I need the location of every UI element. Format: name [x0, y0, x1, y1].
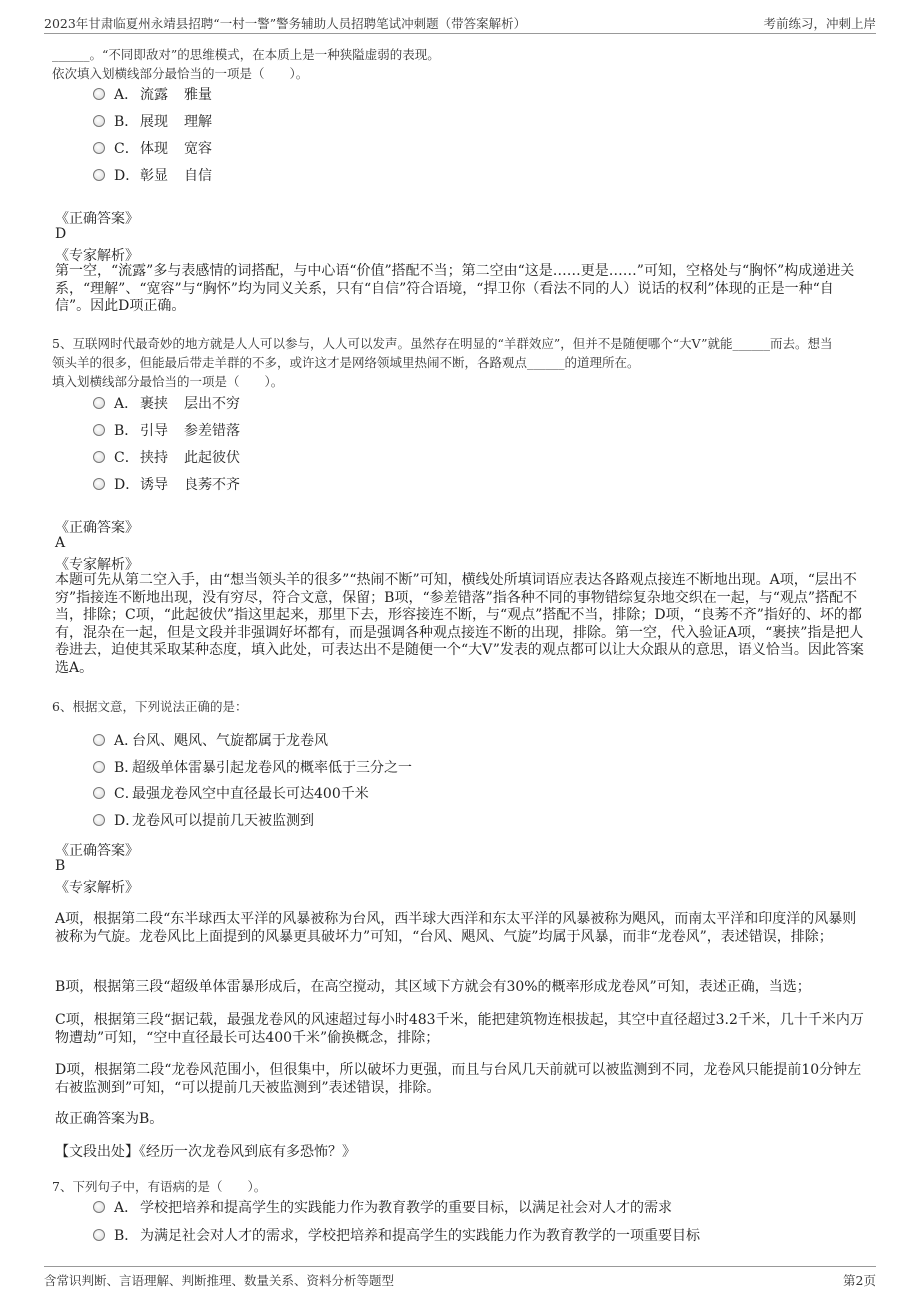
q5-stem-line-1	[52, 334, 833, 352]
page-header	[44, 12, 876, 34]
q5-option-a[interactable]	[93, 393, 240, 413]
option-word-2: 宽容	[184, 141, 212, 157]
q5-blank-1: ______	[732, 336, 771, 351]
option-letter: B．	[114, 114, 139, 130]
option-text: 最强龙卷风空中直径最长可达400千米	[132, 786, 369, 802]
option-letter: A．	[114, 396, 139, 412]
radio-icon[interactable]	[93, 88, 105, 100]
radio-icon[interactable]	[93, 787, 105, 799]
q6-conclusion: 故正确答案为B。	[55, 1111, 164, 1127]
option-letter: B．	[114, 760, 139, 776]
q5-blank-2: ______	[527, 355, 565, 370]
q5-analysis: 本题可先从第二空入手，由“想当领头羊的很多”“热闹不断”可知，横线处所填词语应表达各路观点接连不断地出现。A项，“层出不穷”指接连不断地出现，没有穷尽，符合文意，保留；B项，“参差错落”指各种不同的事物错综复杂地交织在一起，与“观点”搭配不当，排除；C项，“此起彼伏”指这里起来，那里下去，形容接连不断，与“观点”搭配不当，排除；D项，“良莠不齐”指好的、坏的都有，混杂在一起，但是文段并非强调好坏都有，而是强调各种观点接连不断的出现，排除。第一空，代入验证A项，“裹挟”指是把人卷进去，迫使其采取某种态度，填入此处，可表达出不是随便一个“大V”发表的观点都可以让大众跟从的意思，语义恰当。因此答案选A。	[55, 572, 864, 676]
q6-analysis-label: 《专家解析》	[55, 880, 139, 896]
q6-option-c[interactable]	[93, 783, 369, 803]
q4-option-d[interactable]	[93, 165, 212, 185]
option-word-2: 自信	[184, 168, 212, 184]
option-letter: A．	[114, 733, 139, 749]
option-word-1: 展现	[140, 114, 168, 130]
option-letter: B．	[114, 423, 139, 439]
option-letter: C．	[114, 786, 139, 802]
option-letter: D．	[114, 813, 140, 829]
q6-answer: B	[55, 858, 66, 874]
q6-analysis-c: C项，根据第三段“据记载，最强龙卷风的风速超过每小时483千米，能把建筑物连根拔起，其空中直径超过3.2千米，几十千米内万物遭劫”可知，“空中直径最长可达400千米”偷换概念，排除；	[55, 1012, 864, 1046]
q6-source: 【文段出处】《经历一次龙卷风到底有多恐怖？》	[55, 1144, 356, 1160]
radio-icon[interactable]	[93, 397, 105, 409]
option-text: 学校把培养和提高学生的实践能力作为教育教学的重要目标，以满足社会对人才的需求	[140, 1200, 672, 1216]
option-word-1: 引导	[140, 423, 168, 439]
q5-stem-text: 领头羊的很多，但能最后带走羊群的不多，或许这才是网络领域里热闹不断，各路观点	[52, 355, 528, 370]
option-word-2: 层出不穷	[184, 396, 240, 412]
option-word-1: 体现	[140, 141, 168, 157]
q5-option-b[interactable]	[93, 420, 240, 440]
option-letter: A．	[114, 1200, 139, 1216]
q6-option-a[interactable]	[93, 730, 328, 750]
q5-answer-label: 《正确答案》	[55, 520, 139, 536]
q4-analysis-label: 《专家解析》	[55, 248, 139, 264]
q5-stem-text: 的道理所在。	[564, 355, 640, 370]
option-text: 为满足社会对人才的需求，学校把培养和提高学生的实践能力作为教育教学的一项重要目标	[140, 1228, 700, 1244]
q5-option-c[interactable]	[93, 447, 240, 467]
radio-icon[interactable]	[93, 761, 105, 773]
q5-stem-text: 5、互联网时代最奇妙的地方就是人人可以参与，人人可以发声。虽然存在明显的“羊群效应”，但并不是随便哪个“大V”就能	[52, 336, 733, 351]
radio-icon[interactable]	[93, 1201, 105, 1213]
q4-option-c[interactable]	[93, 138, 212, 158]
option-text: 台风、飓风、气旋都属于龙卷风	[132, 733, 328, 749]
q4-prompt: 依次填入划横线部分最恰当的一项是（ ）。	[52, 66, 309, 81]
q7-option-a[interactable]	[93, 1197, 672, 1217]
q7-option-b[interactable]	[93, 1225, 700, 1245]
option-letter: D．	[114, 477, 140, 493]
option-letter: D．	[114, 168, 140, 184]
radio-icon[interactable]	[93, 734, 105, 746]
radio-icon[interactable]	[93, 142, 105, 154]
option-word-2: 理解	[184, 114, 212, 130]
option-letter: A．	[114, 87, 139, 103]
page-number: 第2页	[843, 1273, 876, 1288]
option-word-1: 彰显	[140, 168, 168, 184]
q4-analysis: 第一空，“流露”多与表感情的词搭配，与中心语“价值”搭配不当；第二空由“这是……更是……”可知，空格处与“胸怀”构成递进关系，“理解”、“宽容”与“胸怀”均为同义关系，只有“自信”符合语境，“捍卫你（看法不同的人）说话的权利”体现的正是一种“自信”。因此D项正确。	[55, 263, 855, 314]
q6-option-b[interactable]	[93, 757, 412, 777]
q5-answer: A	[55, 535, 66, 551]
option-word-2: 参差错落	[184, 423, 240, 439]
option-letter: C．	[114, 450, 139, 466]
q4-blank: ______	[52, 47, 90, 62]
option-letter: B．	[114, 1228, 139, 1244]
q4-answer-label: 《正确答案》	[55, 211, 139, 227]
q6-analysis-b: B项，根据第三段“超级单体雷暴形成后，在高空搅动，其区域下方就会有30%的概率形成龙卷风”可知，表述正确，当选；	[55, 979, 811, 995]
radio-icon[interactable]	[93, 478, 105, 490]
q4-option-a[interactable]	[93, 84, 212, 104]
option-text: 超级单体雷暴引起龙卷风的概率低于三分之一	[132, 760, 412, 776]
option-text: 龙卷风可以提前几天被监测到	[132, 813, 314, 829]
radio-icon[interactable]	[93, 169, 105, 181]
radio-icon[interactable]	[93, 1229, 105, 1241]
q5-prompt: 填入划横线部分最恰当的一项是（ ）。	[52, 374, 284, 389]
radio-icon[interactable]	[93, 814, 105, 826]
option-word-1: 裹挟	[140, 396, 168, 412]
option-word-2: 雅量	[184, 87, 212, 103]
q6-analysis-a: A项，根据第二段“东半球西太平洋的风暴被称为台风，西半球大西洋和东太平洋的风暴被称为飓风，而南太平洋和印度洋的风暴则被称为气旋。龙卷风比上面提到的风暴更具破坏力”可知，“台风、飓风、气旋”均属于风暴，而非“龙卷风”，表述错误，排除；	[55, 911, 857, 945]
q4-option-b[interactable]	[93, 111, 212, 131]
q5-analysis-label: 《专家解析》	[55, 557, 139, 573]
option-letter: C．	[114, 141, 139, 157]
q4-stem-line	[52, 45, 440, 63]
q6-stem: 6、根据文意，下列说法正确的是：	[52, 699, 248, 714]
q6-option-d[interactable]	[93, 810, 314, 830]
option-word-2: 良莠不齐	[184, 477, 240, 493]
q5-option-d[interactable]	[93, 474, 240, 494]
option-word-1: 诱导	[140, 477, 168, 493]
radio-icon[interactable]	[93, 424, 105, 436]
q4-answer: D	[55, 226, 67, 242]
footer-description: 含常识判断、言语理解、判断推理、数量关系、资料分析等题型	[44, 1273, 395, 1288]
radio-icon[interactable]	[93, 115, 105, 127]
q5-stem-line-2	[52, 353, 640, 371]
radio-icon[interactable]	[93, 451, 105, 463]
q6-analysis-d: D项，根据第二段“龙卷风范围小，但很集中，所以破坏力更强，而且与台风几天前就可以被监测到不同，龙卷风只能提前10分钟左右被监测到”可知，“可以提前几天被监测到”表述错误，排除。	[55, 1062, 862, 1096]
page-footer	[44, 1266, 876, 1288]
header-slogan: 考前练习，冲刺上岸	[763, 16, 876, 31]
option-word-1: 挟持	[140, 450, 168, 466]
document-title: 2023年甘肃临夏州永靖县招聘“一村一警”警务辅助人员招聘笔试冲刺题（带答案解析）	[44, 16, 527, 31]
q7-stem: 7、下列句子中，有语病的是（ ）。	[52, 1179, 267, 1194]
option-word-2: 此起彼伏	[184, 450, 240, 466]
q4-stem-text: 。“不同即敌对”的思维模式，在本质上是一种狭隘虚弱的表现。	[89, 47, 440, 62]
q5-stem-text: 而去。想当	[770, 336, 833, 351]
option-word-1: 流露	[140, 87, 168, 103]
q6-answer-label: 《正确答案》	[55, 843, 139, 859]
